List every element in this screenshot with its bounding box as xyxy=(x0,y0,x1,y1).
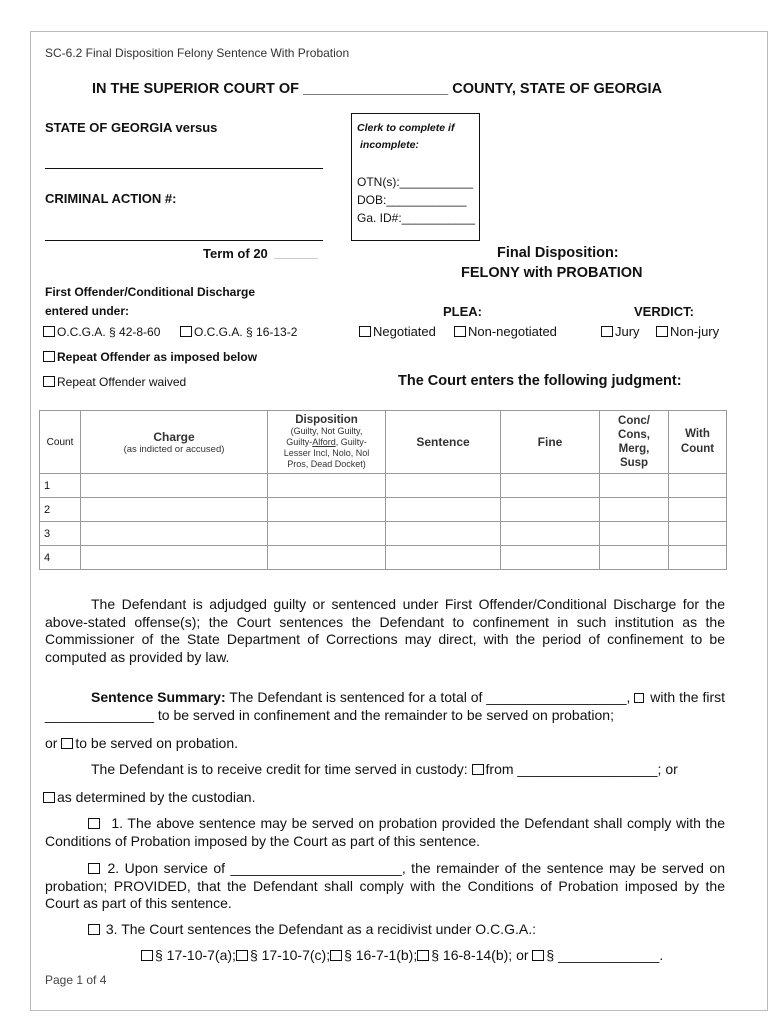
sentence-cell[interactable] xyxy=(386,522,501,546)
criminal-action-line[interactable] xyxy=(45,240,323,241)
checkbox[interactable] xyxy=(88,924,100,935)
charge-cell[interactable] xyxy=(81,474,268,498)
sentence-summary-paragraph xyxy=(45,689,725,724)
checkbox[interactable] xyxy=(43,326,55,337)
table-header-row xyxy=(40,411,727,474)
fine-cell[interactable] xyxy=(501,546,600,570)
disposition-cell[interactable] xyxy=(268,546,386,570)
credit-custodian-line: as determined by the custodian. xyxy=(43,789,255,805)
court-heading: IN THE SUPERIOR COURT OF __________________ COUNTY, STATE OF GEORGIA xyxy=(92,81,662,97)
charge-cell[interactable] xyxy=(81,498,268,522)
form-code: SC-6.2 Final Disposition Felony Sentence With Probation xyxy=(45,46,350,60)
checkbox[interactable] xyxy=(43,351,55,362)
sentence-cell[interactable] xyxy=(386,474,501,498)
header-fine: Fine xyxy=(501,411,600,474)
conc-cell[interactable] xyxy=(600,522,669,546)
header-charge-title: Charge xyxy=(153,429,195,444)
with-count-cell[interactable] xyxy=(669,498,727,522)
charge-cell[interactable] xyxy=(81,522,268,546)
defendant-name-line[interactable] xyxy=(45,168,323,169)
item-2-paragraph: 2. Upon service of ______________________, the remainder of the sentence may be served on probation; PROVIDED, that the Defendant shall comply with the Conditions of Probation imposed by the Court as part of this sentence. xyxy=(45,860,726,911)
term-year-line[interactable] xyxy=(274,258,318,259)
verdict-non-jury-option[interactable]: Non-jury xyxy=(656,324,719,339)
verdict-label: VERDICT: xyxy=(634,304,694,319)
checkbox[interactable] xyxy=(532,950,544,961)
table-row xyxy=(40,498,727,522)
first-offender-label-1: First Offender/Conditional Discharge xyxy=(45,285,256,299)
table-row xyxy=(40,522,727,546)
checkbox[interactable] xyxy=(88,863,100,874)
row-count: 1 xyxy=(40,474,81,498)
verdict-jury-option[interactable]: Jury xyxy=(601,324,640,339)
checkbox[interactable] xyxy=(454,326,466,337)
recidivist-options: § 17-10-7(a); § 17-10-7(c); § 16-7-1(b); § 16-8-14(b); or § _____________. xyxy=(141,947,663,963)
checkbox[interactable] xyxy=(417,950,429,961)
header-with-count: With Count xyxy=(669,411,727,474)
final-disposition-title: Final Disposition: xyxy=(497,245,619,261)
with-count-cell[interactable] xyxy=(669,522,727,546)
header-disposition-sub-3: Lesser Incl, Nolo, Nol xyxy=(283,447,370,458)
charges-table xyxy=(39,410,727,570)
plea-negotiated-option[interactable]: Negotiated xyxy=(359,324,436,339)
repeat-offender-imposed-option[interactable]: Repeat Offender as imposed below xyxy=(43,350,257,364)
judgment-heading: The Court enters the following judgment: xyxy=(398,373,682,389)
checkbox[interactable] xyxy=(472,764,484,775)
checkbox[interactable] xyxy=(88,818,100,829)
header-charge xyxy=(81,411,268,474)
header-sentence: Sentence xyxy=(386,411,501,474)
header-count: Count xyxy=(40,411,81,474)
credit-line: The Defendant is to receive credit for time served in custody: from __________________; or xyxy=(91,761,678,777)
state-versus-label: STATE OF GEORGIA versus xyxy=(45,120,218,135)
checkbox[interactable] xyxy=(236,950,248,961)
with-count-cell[interactable] xyxy=(669,474,727,498)
row-count: 3 xyxy=(40,522,81,546)
clerk-box xyxy=(351,113,480,241)
conc-cell[interactable] xyxy=(600,498,669,522)
term-label: Term of 20 xyxy=(203,246,268,261)
table-row xyxy=(40,474,727,498)
table-row xyxy=(40,546,727,570)
clerk-title-2: incomplete: xyxy=(360,139,419,151)
repeat-offender-waived-option[interactable]: Repeat Offender waived xyxy=(43,375,186,389)
header-conc: Conc/ Cons, Merg, Susp xyxy=(600,411,669,474)
sentence-summary-first: with the first ______________ to be served in confinement and the remainder to be served on probation; xyxy=(45,689,725,723)
fine-cell[interactable] xyxy=(501,474,600,498)
item-1-paragraph: 1. The above sentence may be served on probation provided the Defendant shall comply with the Conditions of Probation imposed by the Court as part of this sentence. xyxy=(45,815,725,849)
header-disposition-sub-4: Pros, Dead Docket) xyxy=(287,458,366,469)
criminal-action-label: CRIMINAL ACTION #: xyxy=(45,191,177,206)
dob-field[interactable]: DOB:____________ xyxy=(357,193,467,207)
ocga-16-13-2-option[interactable]: O.C.G.A. § 16-13-2 xyxy=(180,325,297,339)
disposition-cell[interactable] xyxy=(268,498,386,522)
checkbox[interactable] xyxy=(359,326,371,337)
checkbox[interactable] xyxy=(43,792,55,803)
checkbox[interactable] xyxy=(601,326,613,337)
row-count: 4 xyxy=(40,546,81,570)
first-offender-label-2: entered under: xyxy=(45,304,130,318)
checkbox[interactable] xyxy=(180,326,192,337)
disposition-cell[interactable] xyxy=(268,522,386,546)
header-disposition-sub-1: (Guilty, Not Guilty, xyxy=(290,425,363,436)
checkbox[interactable] xyxy=(43,376,55,387)
checkbox[interactable] xyxy=(656,326,668,337)
disposition-cell[interactable] xyxy=(268,474,386,498)
item-3-line: 3. The Court sentences the Defendant as a recidivist under O.C.G.A.: xyxy=(88,921,536,937)
checkbox[interactable] xyxy=(61,738,73,749)
row-count: 2 xyxy=(40,498,81,522)
sentence-summary-or-line: or to be served on probation. xyxy=(45,735,239,751)
charge-cell[interactable] xyxy=(81,546,268,570)
with-count-cell[interactable] xyxy=(669,546,727,570)
clerk-title-1: Clerk to complete if xyxy=(357,122,455,134)
fine-cell[interactable] xyxy=(501,498,600,522)
sentence-summary-label: Sentence Summary: xyxy=(91,689,226,705)
ga-id-field[interactable]: Ga. ID#:___________ xyxy=(357,211,476,225)
checkbox[interactable] xyxy=(330,950,342,961)
header-disposition-sub-2: Guilty-Alford, Guilty- xyxy=(286,436,367,447)
header-disposition xyxy=(268,411,386,474)
plea-label: PLEA: xyxy=(443,304,482,319)
final-disposition-subtitle: FELONY with PROBATION xyxy=(461,265,643,281)
sentence-cell[interactable] xyxy=(386,498,501,522)
header-charge-sub: (as indicted or accused) xyxy=(123,443,225,455)
page-number: Page 1 of 4 xyxy=(45,973,107,987)
plea-non-negotiated-option[interactable]: Non-negotiated xyxy=(454,324,557,339)
checkbox[interactable] xyxy=(634,693,644,703)
checkbox[interactable] xyxy=(141,950,153,961)
sentence-summary-total: The Defendant is sentenced for a total of __________________, xyxy=(225,689,631,705)
otn-field[interactable]: OTN(s):___________ xyxy=(357,175,474,189)
conc-cell[interactable] xyxy=(600,474,669,498)
adjudged-paragraph: The Defendant is adjudged guilty or sentenced under First Offender/Conditional Discharge for the above-stated offense(s); the Court sentences the Defendant to confinement in such institution as the Commissioner of the State Department of Corrections may direct, with the period of confinement to be computed as provided by law. xyxy=(45,596,725,665)
header-disposition-title: Disposition xyxy=(295,413,358,426)
fine-cell[interactable] xyxy=(501,522,600,546)
ocga-42-8-60-option[interactable]: O.C.G.A. § 42-8-60 xyxy=(43,325,160,339)
sentence-cell[interactable] xyxy=(386,546,501,570)
conc-cell[interactable] xyxy=(600,546,669,570)
